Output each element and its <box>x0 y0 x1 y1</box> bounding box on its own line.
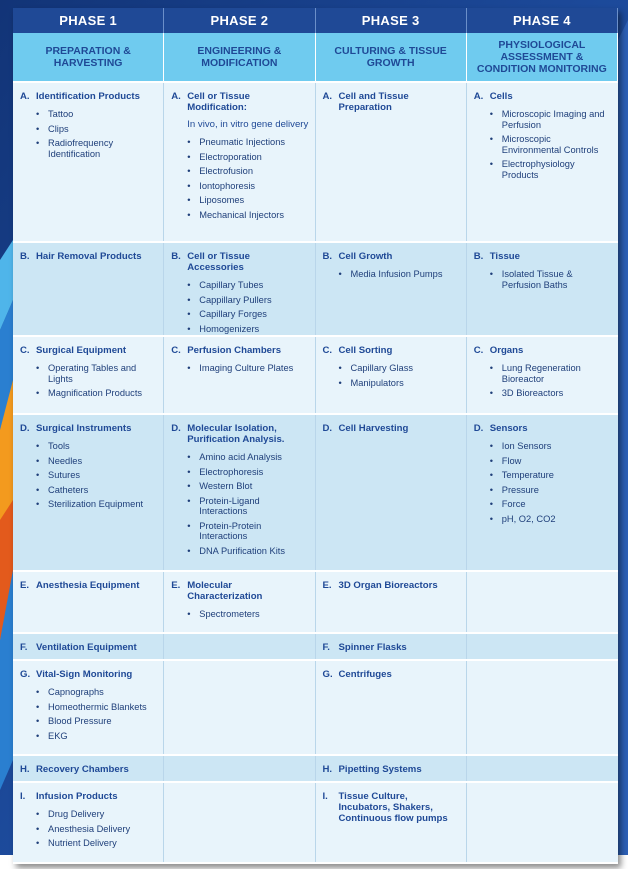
table-cell <box>316 756 467 781</box>
category-letter: F. <box>20 642 28 653</box>
category-letter: A. <box>20 91 30 102</box>
list-item: • Capnographs <box>36 687 157 698</box>
category-letter: B. <box>171 251 181 262</box>
category-heading <box>323 791 460 824</box>
list-item: • Radiofrequency Identification <box>36 138 157 159</box>
product-list <box>187 609 308 620</box>
category-title: Cell Sorting <box>338 345 393 356</box>
table-cell <box>316 634 467 659</box>
category-heading <box>20 251 157 262</box>
list-item: • Protein-Protein Interactions <box>187 521 308 542</box>
category-heading <box>323 669 460 680</box>
list-item: • Electrofusion <box>187 166 308 177</box>
table-cell <box>164 337 315 413</box>
category-title: Spinner Flasks <box>338 642 407 653</box>
table-cell <box>316 83 467 241</box>
category-heading <box>474 251 612 262</box>
category-letter: H. <box>20 764 30 775</box>
list-item: • Lung Regeneration Bioreactor <box>490 363 612 384</box>
list-item: • 3D Bioreactors <box>490 388 612 399</box>
table-row <box>13 783 618 864</box>
table-cell <box>164 783 315 862</box>
list-item: • Microscopic Environmental Controls <box>490 134 612 155</box>
list-item: • Flow <box>490 456 612 467</box>
category-title: Cells <box>489 91 513 102</box>
category-letter: I. <box>20 791 26 802</box>
category-letter: B. <box>322 251 333 262</box>
list-item: • EKG <box>36 731 157 742</box>
category-heading <box>20 764 157 775</box>
category-title: Cell or Tissue Accessories <box>187 251 250 273</box>
category-heading <box>323 764 460 775</box>
product-list <box>36 687 157 741</box>
table-cell <box>164 83 315 241</box>
table-row <box>13 634 618 661</box>
list-item: • Electrophoresis <box>187 467 308 478</box>
list-item: • Drug Delivery <box>36 809 157 820</box>
list-item: • Homeothermic Blankets <box>36 702 157 713</box>
list-item: • Needles <box>36 456 157 467</box>
category-heading <box>20 345 157 356</box>
table-cell <box>13 243 164 335</box>
product-list <box>36 441 157 510</box>
list-item: • Capillary Glass <box>339 363 460 374</box>
category-letter: D. <box>473 423 484 434</box>
category-title: Recovery Chambers <box>36 764 129 775</box>
list-item: • Ion Sensors <box>490 441 612 452</box>
phase-4-header: PHASE 4 <box>467 8 618 33</box>
product-list <box>36 363 157 399</box>
table-cell <box>316 415 467 570</box>
list-item: • Blood Pressure <box>36 716 157 727</box>
list-item: • Temperature <box>490 470 612 481</box>
category-heading <box>171 251 308 273</box>
category-title: Centrifuges <box>338 669 392 680</box>
table-row <box>13 337 618 415</box>
list-item: • Clips <box>36 124 157 135</box>
category-heading <box>20 642 157 653</box>
phase-1-subtitle: PREPARATION & HARVESTING <box>13 33 164 81</box>
list-item: • Spectrometers <box>187 609 308 620</box>
table-cell <box>467 783 618 862</box>
table-row <box>13 415 618 572</box>
category-title: Infusion Products <box>36 791 118 802</box>
product-list <box>187 363 308 374</box>
list-item: • Protein-Ligand Interactions <box>187 496 308 517</box>
category-letter: C. <box>473 345 484 356</box>
phase-subtitle-row <box>13 33 618 83</box>
list-item: • Liposomes <box>187 195 308 206</box>
category-title: Anesthesia Equipment <box>36 580 140 591</box>
list-item: • Operating Tables and Lights <box>36 363 157 384</box>
table-cell <box>164 756 315 781</box>
category-letter: C. <box>20 345 30 356</box>
product-list <box>187 452 308 556</box>
table-cell <box>316 337 467 413</box>
product-list <box>339 363 460 388</box>
category-letter: I. <box>322 791 328 802</box>
category-letter: B. <box>20 251 30 262</box>
category-title: Organs <box>489 345 524 356</box>
category-title: Vital-Sign Monitoring <box>36 669 133 680</box>
table-cell <box>13 661 164 754</box>
table-cell <box>164 243 315 335</box>
product-list <box>490 441 612 524</box>
product-list <box>490 269 612 290</box>
product-list <box>36 809 157 849</box>
list-item: • Pressure <box>490 485 612 496</box>
product-list <box>490 363 612 399</box>
table-cell <box>13 756 164 781</box>
category-title: Perfusion Chambers <box>187 345 282 356</box>
category-title: Sensors <box>489 423 528 434</box>
table-cell <box>316 572 467 632</box>
list-item: • Microscopic Imaging and Perfusion <box>490 109 612 130</box>
category-heading <box>323 642 460 653</box>
phases-table <box>13 8 618 864</box>
category-letter: A. <box>473 91 484 102</box>
product-list <box>187 280 308 334</box>
category-title: Cell Growth <box>338 251 393 262</box>
category-title: Cell or Tissue Modification: <box>187 91 250 113</box>
table-cell <box>13 783 164 862</box>
table-row <box>13 83 618 243</box>
category-heading <box>474 345 612 356</box>
category-letter: C. <box>171 345 181 356</box>
category-title: Hair Removal Products <box>36 251 142 262</box>
list-item: • Pneumatic Injections <box>187 137 308 148</box>
category-heading <box>171 91 308 113</box>
list-item: • pH, O2, CO2 <box>490 514 612 525</box>
table-cell <box>164 415 315 570</box>
category-heading <box>171 345 308 356</box>
table-cell <box>164 634 315 659</box>
table-cell <box>13 572 164 632</box>
category-title: Surgical Equipment <box>36 345 127 356</box>
list-item: • Electroporation <box>187 152 308 163</box>
list-item: • DNA Purification Kits <box>187 546 308 557</box>
list-item: • Capillary Tubes <box>187 280 308 291</box>
list-item: • Sterilization Equipment <box>36 499 157 510</box>
category-title: Molecular Characterization <box>187 580 263 602</box>
list-item: • Magnification Products <box>36 388 157 399</box>
category-heading <box>20 791 157 802</box>
category-heading <box>20 91 157 102</box>
category-heading <box>474 91 612 102</box>
table-cell <box>467 415 618 570</box>
category-heading <box>323 345 460 356</box>
category-heading <box>323 251 460 262</box>
phase-2-header: PHASE 2 <box>164 8 315 33</box>
category-heading <box>20 580 157 591</box>
list-item: • Iontophoresis <box>187 181 308 192</box>
category-heading <box>323 580 460 591</box>
phase-3-header: PHASE 3 <box>316 8 467 33</box>
list-item: • Sutures <box>36 470 157 481</box>
list-item: • Western Blot <box>187 481 308 492</box>
list-item: • Manipulators <box>339 378 460 389</box>
category-heading <box>323 91 460 113</box>
category-letter: E. <box>20 580 30 591</box>
phase-3-subtitle: CULTURING & TISSUE GROWTH <box>316 33 467 81</box>
category-heading <box>474 423 612 434</box>
table-cell <box>467 661 618 754</box>
table-cell <box>467 572 618 632</box>
phase-header-row <box>13 8 618 33</box>
category-title: Tissue <box>489 251 520 262</box>
list-item: • Isolated Tissue & Perfusion Baths <box>490 269 612 290</box>
table-cell <box>316 661 467 754</box>
list-item: • Anesthesia Delivery <box>36 824 157 835</box>
category-note: In vivo, in vitro gene delivery <box>187 119 309 130</box>
list-item: • Capillary Forges <box>187 309 308 320</box>
category-title: Molecular Isolation, Purification Analysis. <box>187 423 285 445</box>
table-cell <box>467 337 618 413</box>
table-cell <box>164 572 315 632</box>
category-title: Cell and Tissue Preparation <box>338 91 409 113</box>
category-letter: C. <box>322 345 333 356</box>
category-letter: G. <box>20 669 31 680</box>
category-title: Tissue Culture, Incubators, Shakers, Continuous flow pumps <box>338 791 448 824</box>
category-letter: D. <box>322 423 333 434</box>
table-row <box>13 756 618 783</box>
category-heading <box>20 669 157 680</box>
product-list <box>490 109 612 180</box>
phase-1-header: PHASE 1 <box>13 8 164 33</box>
category-letter: D. <box>171 423 181 434</box>
table-cell <box>13 337 164 413</box>
category-letter: G. <box>322 669 333 680</box>
category-letter: B. <box>473 251 484 262</box>
category-letter: F. <box>322 642 330 653</box>
list-item: • Tools <box>36 441 157 452</box>
category-title: Identification Products <box>36 91 140 102</box>
category-letter: D. <box>20 423 30 434</box>
list-item: • Homogenizers <box>187 324 308 335</box>
category-letter: H. <box>322 764 333 775</box>
product-list <box>339 269 460 280</box>
table-cell <box>467 634 618 659</box>
list-item: • Tattoo <box>36 109 157 120</box>
table-cell <box>467 756 618 781</box>
table-cell <box>13 634 164 659</box>
table-cell <box>316 243 467 335</box>
list-item: • Media Infusion Pumps <box>339 269 460 280</box>
category-title: Surgical Instruments <box>36 423 132 434</box>
list-item: • Cappillary Pullers <box>187 295 308 306</box>
category-heading <box>171 580 308 602</box>
category-title: Pipetting Systems <box>338 764 422 775</box>
list-item: • Amino acid Analysis <box>187 452 308 463</box>
list-item: • Imaging Culture Plates <box>187 363 308 374</box>
list-item: • Mechanical Injectors <box>187 210 308 221</box>
list-item: • Catheters <box>36 485 157 496</box>
product-list <box>36 109 157 159</box>
category-letter: E. <box>171 580 181 591</box>
category-heading <box>20 423 157 434</box>
category-title: Cell Harvesting <box>338 423 409 434</box>
table-cell <box>13 83 164 241</box>
category-title: Ventilation Equipment <box>36 642 137 653</box>
table-cell <box>164 661 315 754</box>
table-row <box>13 572 618 634</box>
category-title: 3D Organ Bioreactors <box>338 580 438 591</box>
category-letter: E. <box>322 580 332 591</box>
table-cell <box>316 783 467 862</box>
product-list <box>187 137 308 220</box>
phase-2-subtitle: ENGINEERING & MODIFICATION <box>164 33 315 81</box>
table-cell <box>467 243 618 335</box>
list-item: • Electrophysiology Products <box>490 159 612 180</box>
table-row <box>13 243 618 337</box>
category-letter: A. <box>171 91 181 102</box>
list-item: • Nutrient Delivery <box>36 838 157 849</box>
table-cell <box>467 83 618 241</box>
table-cell <box>13 415 164 570</box>
table-row <box>13 661 618 756</box>
list-item: • Force <box>490 499 612 510</box>
category-letter: A. <box>322 91 333 102</box>
phase-4-subtitle: PHYSIOLOGICAL ASSESSMENT & CONDITION MONITORING <box>467 33 618 81</box>
category-heading <box>323 423 460 434</box>
category-heading <box>171 423 308 445</box>
